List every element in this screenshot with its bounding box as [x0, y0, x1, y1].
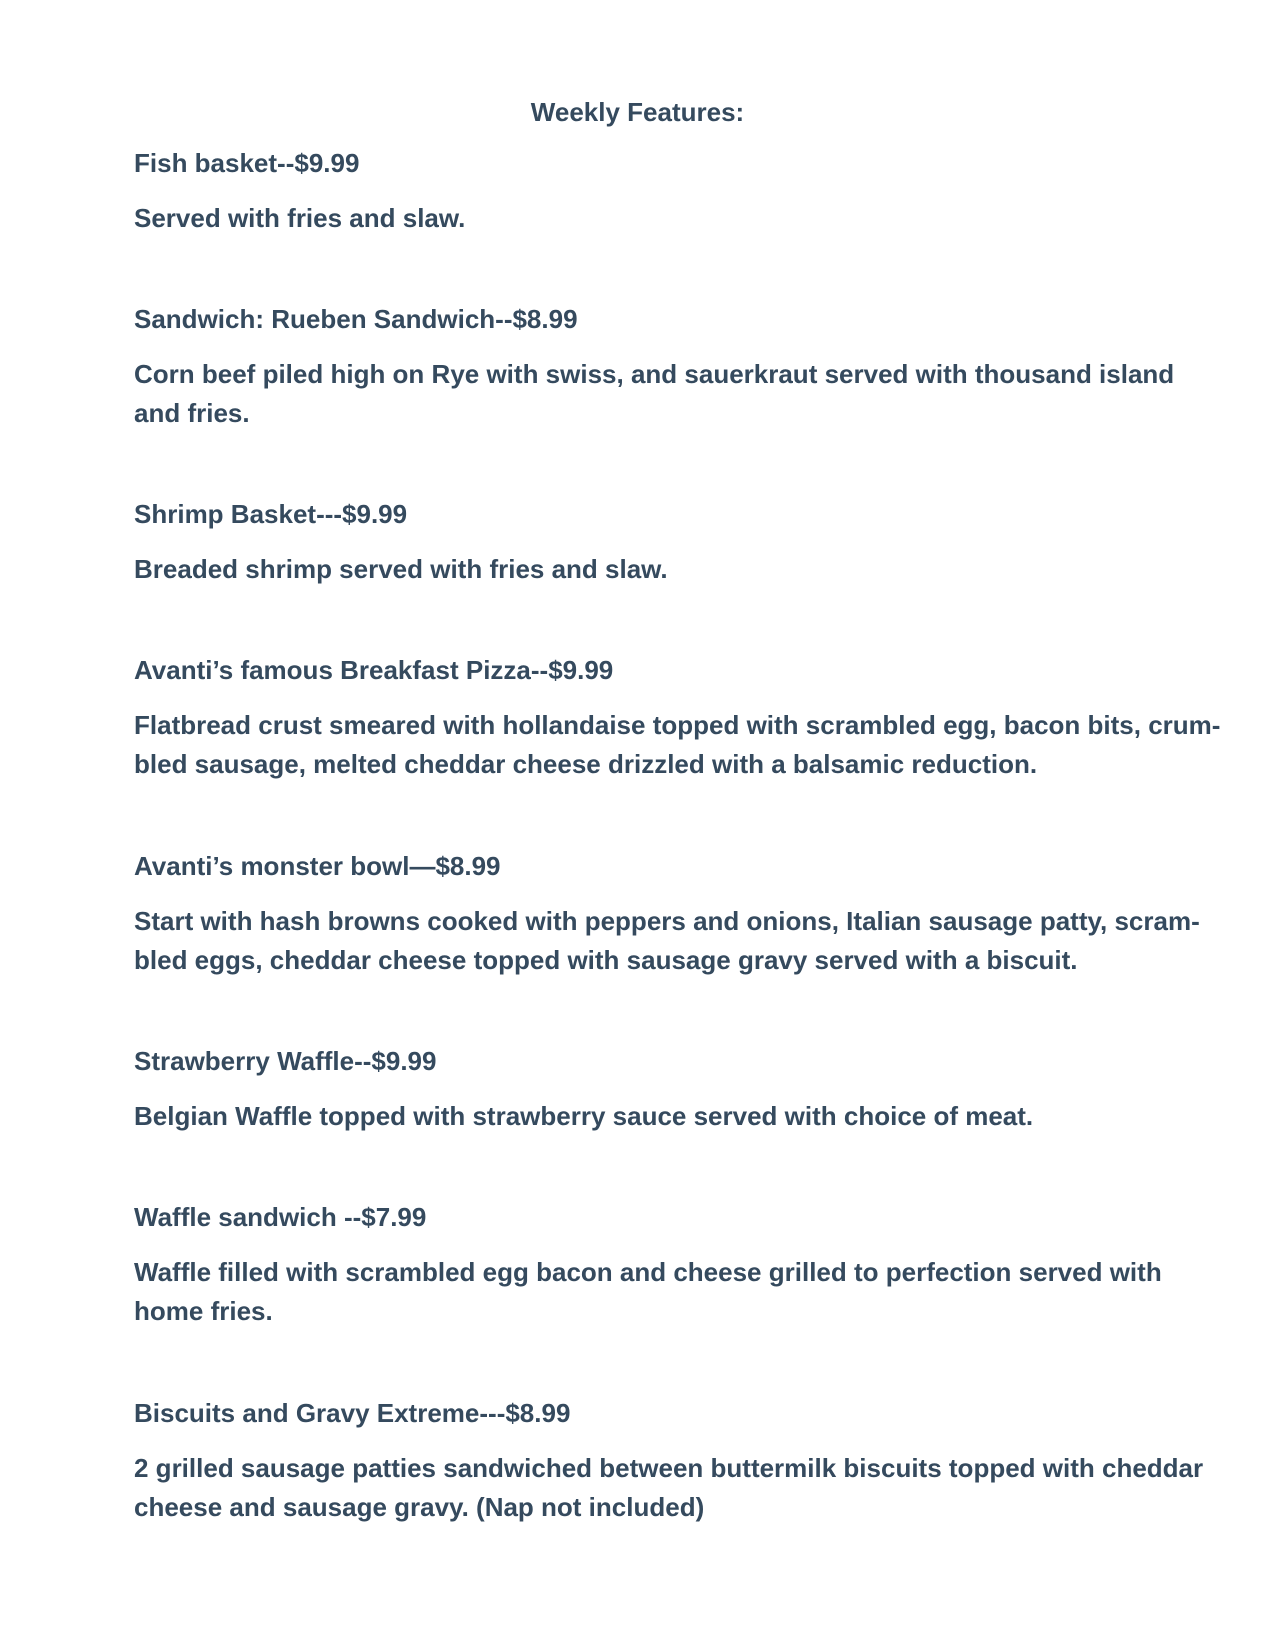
item-description-line: Corn beef piled high on Rye with swiss, and sauerkraut served with thousand island — [134, 359, 1175, 389]
menu-item-monster-bowl — [134, 850, 1200, 980]
item-name: Waffle sandwich --$7.99 — [134, 1202, 427, 1232]
item-description — [134, 1449, 1204, 1527]
item-description-line: Flatbread crust smeared with hollandaise topped with scrambled egg, bacon bits, crum- — [134, 710, 1221, 740]
item-description — [134, 199, 1134, 238]
page-title: Weekly Features: — [530, 97, 745, 127]
item-description — [134, 550, 1134, 589]
item-name: Shrimp Basket---$9.99 — [134, 499, 408, 529]
item-name: Sandwich: Rueben Sandwich--$8.99 — [134, 304, 578, 334]
item-name: Fish basket--$9.99 — [134, 148, 360, 178]
item-description — [134, 706, 1221, 784]
menu-item-waffle-sandwich — [134, 1201, 1162, 1331]
menu-item-rueben-sandwich — [134, 303, 1175, 433]
item-name: Biscuits and Gravy Extreme---$8.99 — [134, 1398, 571, 1428]
item-description-line: Waffle filled with scrambled egg bacon and cheese grilled to perfection served with — [134, 1257, 1162, 1287]
item-name: Strawberry Waffle--$9.99 — [134, 1046, 437, 1076]
item-description — [134, 1097, 1134, 1136]
item-description-line: Served with fries and slaw. — [134, 203, 466, 233]
item-description-line: Breaded shrimp served with fries and slaw. — [134, 554, 668, 584]
item-description — [134, 355, 1175, 433]
menu-item-strawberry-waffle — [134, 1045, 1134, 1136]
item-description-line: cheese and sausage gravy. (Nap not included) — [134, 1492, 705, 1522]
item-description-line: home fries. — [134, 1296, 273, 1326]
item-description — [134, 1253, 1162, 1331]
item-description-line: bled sausage, melted cheddar cheese drizzled with a balsamic reduction. — [134, 749, 1038, 779]
item-name: Avanti’s monster bowl—$8.99 — [134, 851, 501, 881]
menu-item-fish-basket — [134, 147, 1134, 238]
menu-item-shrimp-basket — [134, 498, 1134, 589]
item-description-line: 2 grilled sausage patties sandwiched between buttermilk biscuits topped with cheddar — [134, 1453, 1204, 1483]
item-description-line: Start with hash browns cooked with peppers and onions, Italian sausage patty, scram- — [134, 906, 1200, 936]
item-description-line: and fries. — [134, 398, 250, 428]
menu-item-biscuits-and-gravy — [134, 1397, 1204, 1527]
menu-item-breakfast-pizza — [134, 654, 1221, 784]
item-name: Avanti’s famous Breakfast Pizza--$9.99 — [134, 655, 614, 685]
item-description-line: Belgian Waffle topped with strawberry sauce served with choice of meat. — [134, 1101, 1034, 1131]
item-description — [134, 902, 1200, 980]
item-description-line: bled eggs, cheddar cheese topped with sausage gravy served with a biscuit. — [134, 945, 1078, 975]
